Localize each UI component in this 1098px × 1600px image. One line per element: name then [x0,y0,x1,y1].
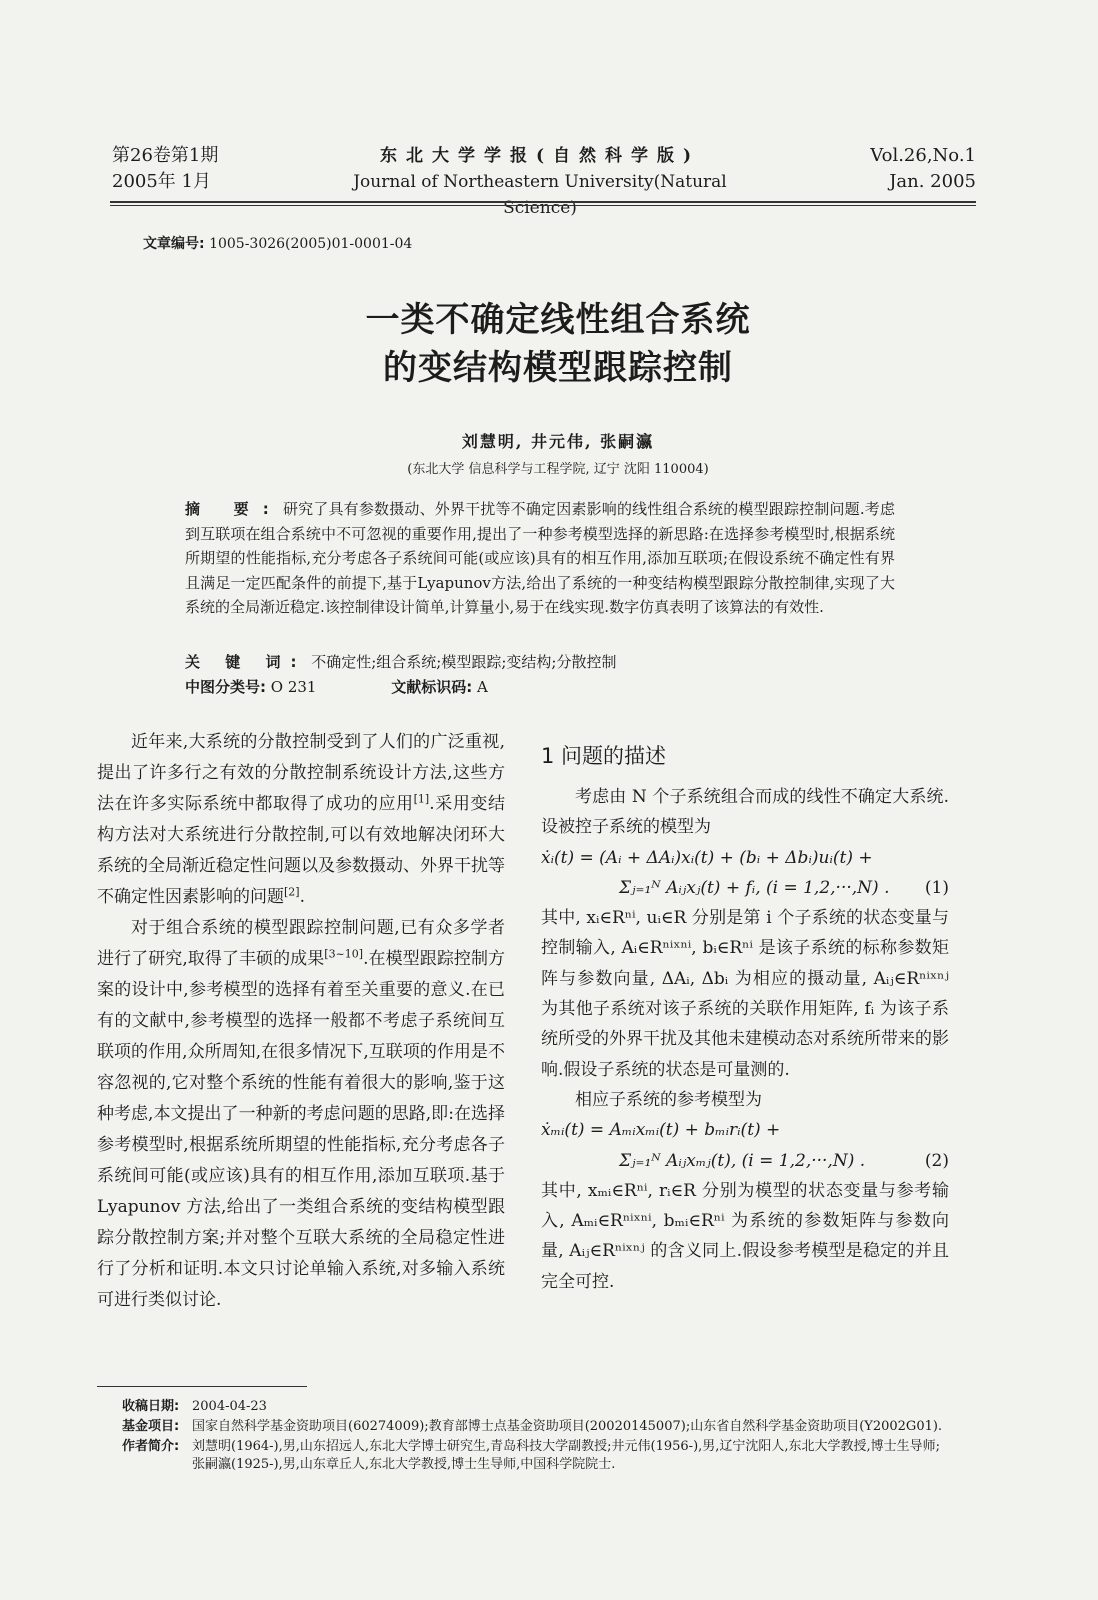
author-bio-value: 刘慧明(1964-),男,山东招远人,东北大学博士研究生,青岛科技大学副教授;井元伟(1956-),男,辽宁沈阳人,东北大学教授,博士生导师;张嗣瀛(1925-),男,山东章丘人,东北大学教授,博士生导师,中国科学院院士. [192,1439,941,1472]
authors: 刘慧明, 井元伟, 张嗣瀛 [461,432,655,451]
fund-value: 国家自然科学基金资助项目(60274009);教育部博士点基金资助项目(20020145007);山东省自然科学基金资助项目(Y2002G01). [192,1419,943,1434]
author-bio-row [122,1438,952,1474]
section-1-column [541,738,949,1297]
intro-p1-text-b: .采用变结构方法对大系统进行分散控制,可以有效地解决闭环大系统的全局渐近稳定性问题以及参数摄动、外界干扰等不确定性因素影响的问题 [97,794,506,907]
section-1-paragraph-3: 相应子系统的参考模型为 [575,1089,762,1110]
paper-title [120,296,996,392]
classification [185,675,488,699]
ref-2: [2] [284,885,300,899]
footnote-rule [97,1386,307,1387]
article-number-value: 1005-3026(2005)01-0001-04 [209,236,413,252]
intro-p2-text-b: .在模型跟踪控制方案的设计中,参考模型的选择有着至关重要的意义.在已有的文献中,参考模型的选择一般都不考虑子系统间互联项的作用,众所周知,在很多情况下,互联项的作用是不容忽视的,它对整个系统的性能有着很大的影响,鉴于这种考虑,本文提出了一种新的考虑问题的思路,即:在选择参考模型时,根据系统所期望的性能指标,充分考虑各子系统间可能(或应该)具有的相互作用,添加互联项.基于 Lyapunov 方法,给出了一类组合系统的变结构模型跟踪分散控制方案;并对整个互联大系统的全局稳定性进行了分析和证明.本文只讨论单输入系统,对多输入系统可进行类似讨论. [97,949,506,1310]
equation-2-number: (2) [924,1150,949,1171]
keywords-text: 不确定性;组合系统;模型跟踪;变结构;分散控制 [311,653,617,671]
equation-2-line-1: ẋₘᵢ(t) = Aₘᵢxₘᵢ(t) + bₘᵢrᵢ(t) + [541,1120,781,1141]
intro-column [97,727,505,1316]
intro-p1-text-c: . [299,887,305,907]
doc-code-label: 文献标识码: [391,678,473,696]
clc-label: 中图分类号: [185,678,266,696]
volume-cn: 第26卷第1期 [112,145,219,166]
section-1-paragraph-4: 其中, xₘᵢ∈Rⁿⁱ, rᵢ∈R 分别为模型的状态变量与参考输入, Aₘᵢ∈Rⁿⁱˣⁿⁱ, bₘᵢ∈Rⁿⁱ 为系统的参数矩阵与参数向量, Aᵢⱼ∈Rⁿⁱˣⁿʲ 的含义同上.假设参考模型是稳定的并且完全可控. [541,1180,949,1292]
article-number-label: 文章编号: [143,236,205,252]
header-journal [320,143,760,221]
article-number [143,233,412,253]
title-line-2: 的变结构模型跟踪控制 [383,348,733,388]
equation-2-body: Σⱼ₌₁ᴺ Aᵢⱼxₘⱼ(t), (i = 1,2,···,N) . [619,1150,866,1171]
keywords-label: 关 键 词: [185,653,307,671]
received-date-row [122,1398,952,1416]
date-en: Jan. 2005 [889,171,976,192]
ref-1: [1] [413,792,430,806]
section-1-paragraph-1: 考虑由 N 个子系统组合而成的线性不确定大系统.设被控子系统的模型为 [541,787,949,838]
abstract [185,497,895,620]
author-bio-label: 作者简介: [122,1439,180,1454]
keywords [185,650,895,674]
equation-2-line-2 [541,1146,949,1176]
fund-label: 基金项目: [122,1419,180,1434]
received-label: 收稿日期: [122,1399,180,1414]
received-value: 2004-04-23 [192,1399,267,1414]
date-cn: 2005年 1月 [112,171,211,192]
intro-paragraph-1 [97,727,505,913]
equation-1-line-2 [541,873,949,903]
journal-name-cn: 东北大学学报(自然科学版) [379,146,701,166]
abstract-text: 研究了具有参数摄动、外界干扰等不确定因素影响的线性组合系统的模型跟踪控制问题.考虑到互联项在组合系统中不可忽视的重要作用,提出了一种参考模型选择的新思路:在选择参考模型时,根据系统所期望的性能指标,充分考虑各子系统间可能(或应该)具有的相互作用,添加互联项;在假设系统不确定性有界且满足一定匹配条件的前提下,基于Lyapunov方法,给出了系统的一种变结构模型跟踪分散控制律,实现了大系统的全局渐近稳定.该控制律设计简单,计算量小,易于在线实现.数字仿真表明了该算法的有效性. [185,500,895,616]
footnote [122,1398,952,1476]
intro-p1-text-a: 近年来,大系统的分散控制受到了人们的广泛重视,提出了许多行之有效的分散控制系统设计方法,这些方法在许多实际系统中都取得了成功的应用 [97,732,505,814]
equation-1-number: (1) [924,877,949,898]
abstract-label: 摘 要: [185,500,283,518]
fund-row [122,1418,952,1436]
section-1-heading: 1 问题的描述 [541,744,667,768]
doc-code-value: A [477,678,488,696]
equation-1-line-1: ẋᵢ(t) = (Aᵢ + ΔAᵢ)xᵢ(t) + (bᵢ + Δbᵢ)uᵢ(t) + [541,847,873,868]
clc-value: O 231 [270,678,317,696]
title-line-1: 一类不确定线性组合系统 [365,300,751,340]
equation-1-body: Σⱼ₌₁ᴺ Aᵢⱼxⱼ(t) + fᵢ, (i = 1,2,···,N) . [619,877,890,898]
intro-p2-text-a: 对于组合系统的模型跟踪控制问题,已有众多学者进行了研究,取得了丰硕的成果 [97,918,505,969]
header-rule-thin [110,205,976,206]
volume-en: Vol.26,No.1 [870,145,976,166]
header-rule-thick [110,201,976,203]
ref-3-10: [3~10] [324,947,364,961]
section-1-paragraph-2: 其中, xᵢ∈Rⁿⁱ, uᵢ∈R 分别是第 i 个子系统的状态变量与控制输入, Aᵢ∈Rⁿⁱˣⁿⁱ, bᵢ∈Rⁿⁱ 是该子系统的标称参数矩阵与参数向量, ΔAᵢ, Δbᵢ 为相应的摄动量, Aᵢⱼ∈Rⁿⁱˣⁿʲ 为其他子系统对该子系统的关联作用矩阵, fᵢ 为该子系统所受的外界干扰及其他未建模动态对系统所带来的影响.假设子系统的状态是可量测的. [541,908,949,1080]
intro-paragraph-2 [97,913,505,1316]
affiliation: (东北大学 信息科学与工程学院, 辽宁 沈阳 110004) [407,462,709,477]
journal-name-en: Journal of Northeastern University(Natural Science) [353,172,727,218]
header-volume-cn [112,143,218,195]
header-volume-en [870,143,976,195]
